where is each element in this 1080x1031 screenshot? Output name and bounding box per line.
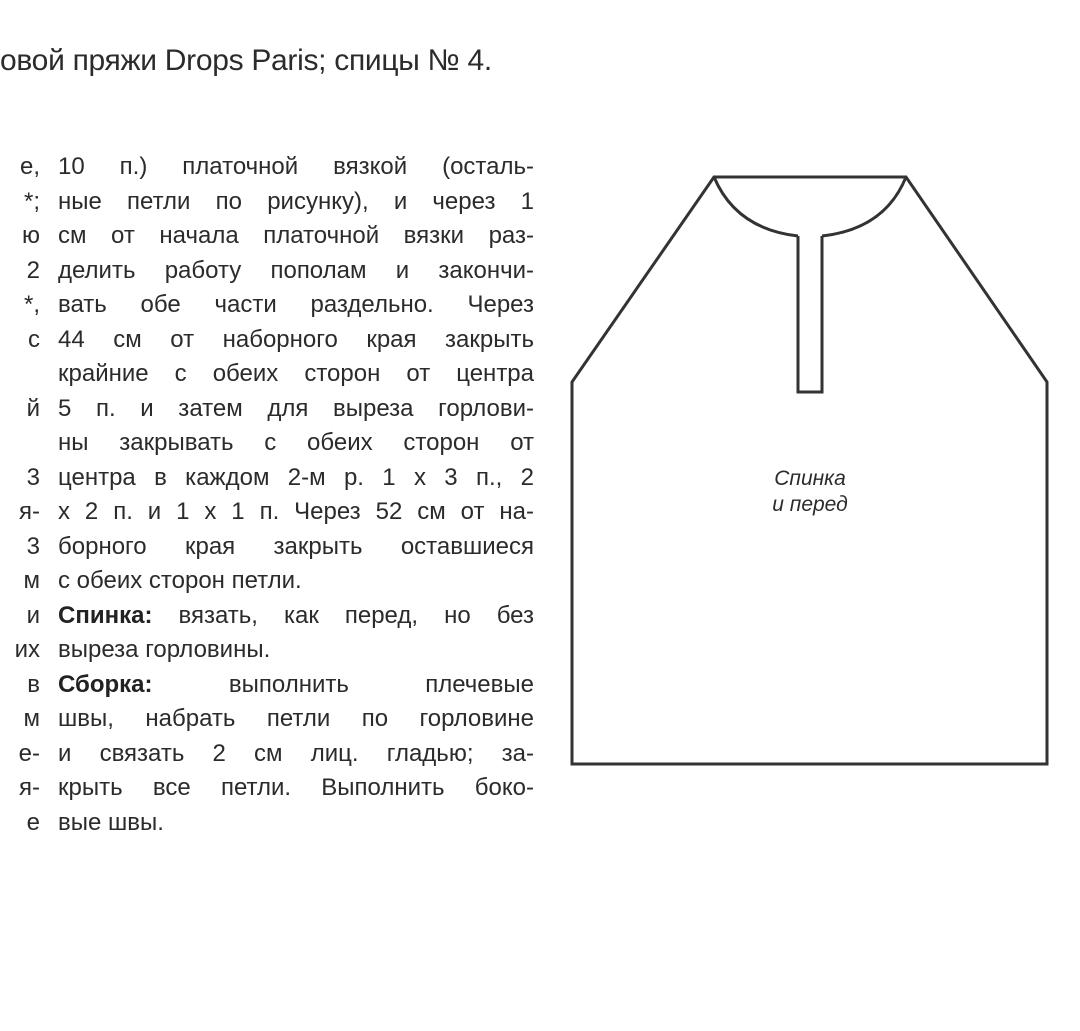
text-line: крайние с обеих сторон от центра bbox=[58, 360, 534, 387]
cut-off-left-column bbox=[0, 150, 40, 840]
left-fragment: *, bbox=[23, 291, 40, 318]
assembly-section-title: Сборка: bbox=[58, 670, 153, 698]
left-fragment: 3 bbox=[26, 532, 40, 560]
left-fragment: их bbox=[14, 636, 40, 663]
text-line: 5 п. и затем для выреза горлови- bbox=[58, 394, 534, 422]
left-fragment: ю bbox=[22, 222, 40, 249]
left-fragment: 3 bbox=[26, 463, 40, 491]
left-fragment: я- bbox=[19, 498, 40, 525]
text-line: делить работу пополам и закончи- bbox=[58, 256, 534, 284]
left-fragment: с bbox=[28, 325, 40, 353]
left-fragment: *; bbox=[23, 187, 40, 215]
left-fragment: е bbox=[26, 808, 40, 836]
text-line: ны закрывать с обеих сторон от bbox=[58, 429, 534, 456]
page-header: овой пряжи Drops Paris; спицы № 4. bbox=[0, 44, 492, 77]
text-line: вые швы. bbox=[58, 808, 164, 836]
left-fragment: е- bbox=[18, 739, 40, 767]
back-section-line bbox=[58, 599, 534, 634]
text-fragment: вязать, как перед, но без bbox=[178, 601, 534, 629]
text-line: борного края закрыть оставшиеся bbox=[58, 532, 534, 560]
text-line: см от начала платочной вязки раз- bbox=[58, 222, 534, 249]
left-fragment bbox=[0, 357, 40, 392]
instructions-text bbox=[58, 150, 534, 840]
left-fragment: я- bbox=[19, 774, 40, 801]
left-fragment: м bbox=[23, 705, 40, 732]
assembly-section-line bbox=[58, 668, 534, 703]
text-line: с обеих сторон петли. bbox=[58, 567, 302, 594]
text-line: крыть все петли. Выполнить боко- bbox=[58, 774, 534, 801]
left-fragment: 2 bbox=[26, 256, 40, 284]
diagram-label-line: Спинка bbox=[774, 467, 846, 490]
left-fragment: в bbox=[27, 670, 40, 698]
text-line: 44 см от наборного края закрыть bbox=[58, 325, 534, 353]
text-fragment: выполнить плечевые bbox=[228, 670, 534, 698]
text-line: центра в каждом 2-м р. 1 х 3 п., 2 bbox=[58, 463, 534, 491]
text-line: и связать 2 см лиц. гладью; за- bbox=[58, 739, 534, 767]
diagram-label bbox=[740, 466, 880, 518]
left-fragment: и bbox=[26, 601, 40, 629]
text-line: швы, набрать петли по горловине bbox=[58, 705, 534, 732]
neckline-curve bbox=[714, 177, 906, 236]
left-fragment: й bbox=[26, 394, 40, 422]
left-fragment: м bbox=[23, 567, 40, 594]
diagram-label-line: и перед bbox=[772, 493, 848, 516]
neck-slit bbox=[798, 236, 822, 392]
text-line: вать обе части раздельно. Через bbox=[58, 291, 534, 318]
text-line: 10 п.) платочной вязкой (осталь- bbox=[58, 153, 534, 180]
text-line: ные петли по рисунку), и через 1 bbox=[58, 187, 534, 215]
left-fragment: е, bbox=[19, 153, 40, 180]
back-section-title: Спинка: bbox=[58, 601, 153, 629]
text-line: выреза горловины. bbox=[58, 636, 271, 663]
left-fragment bbox=[0, 426, 40, 461]
text-line: х 2 п. и 1 х 1 п. Через 52 см от на- bbox=[58, 498, 534, 525]
